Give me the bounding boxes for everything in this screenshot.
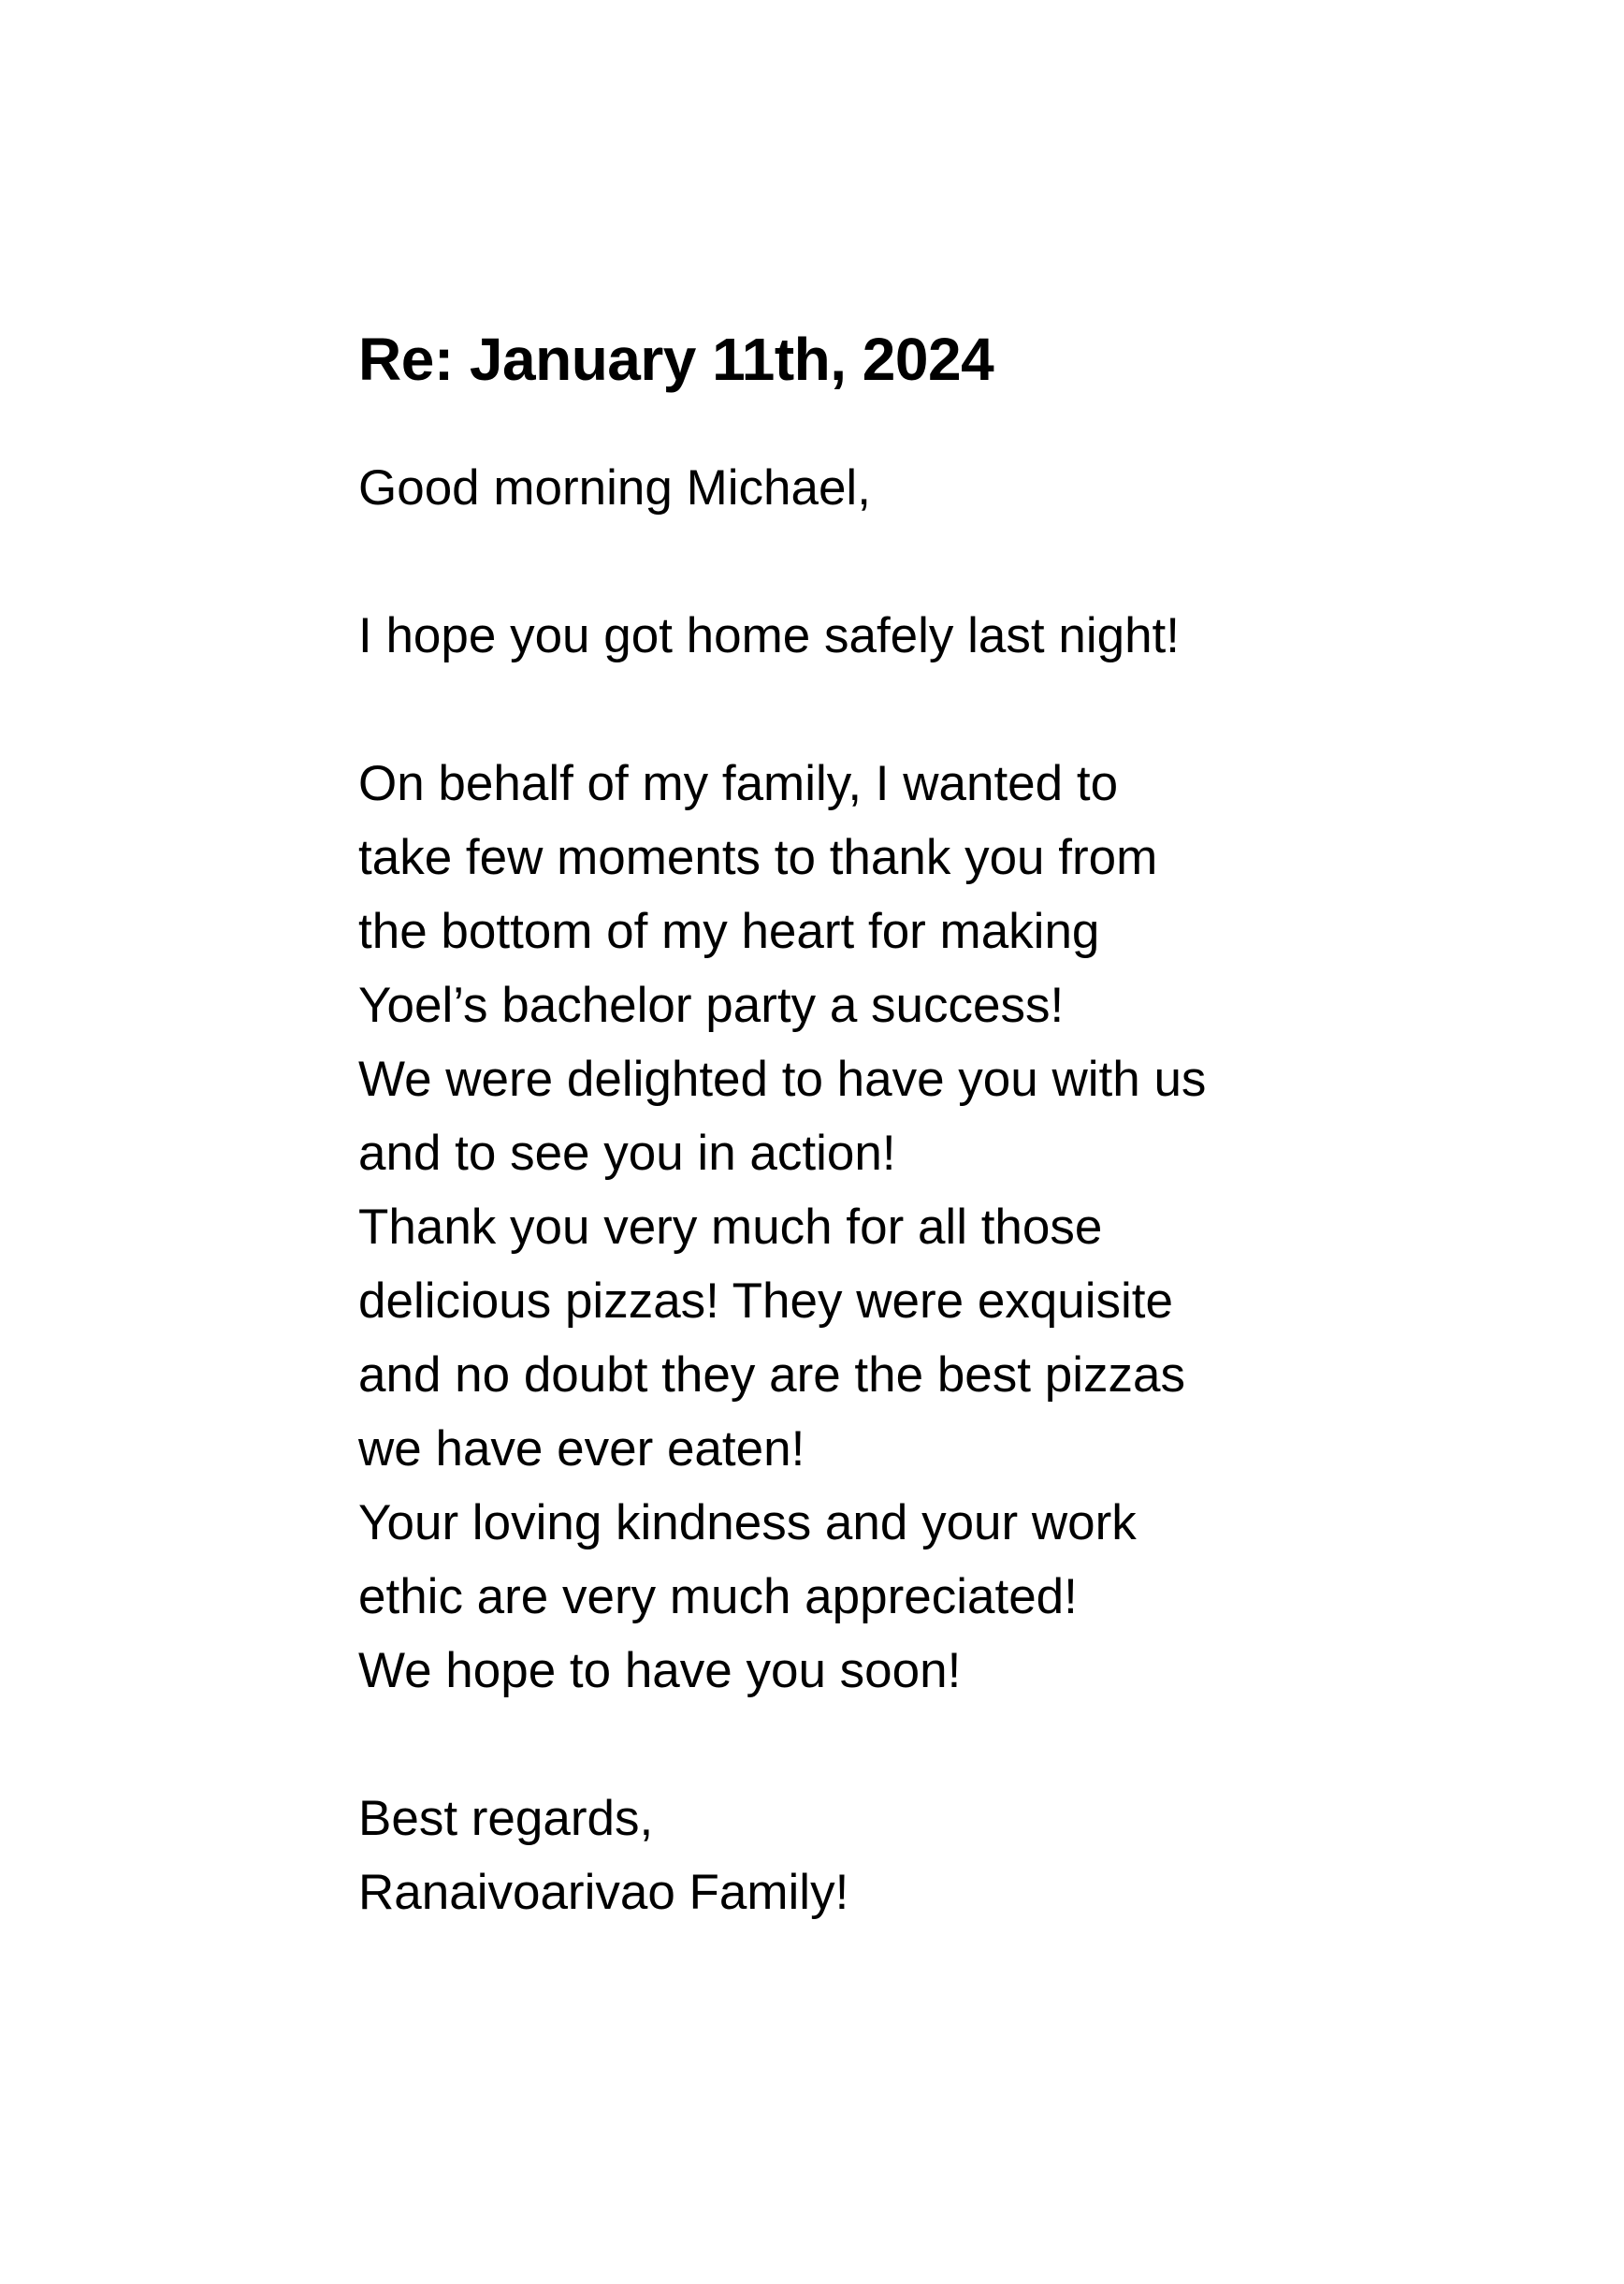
body-line: Yoel’s bachelor party a success! bbox=[358, 978, 1065, 1033]
body-line: On behalf of my family, I wanted to bbox=[358, 756, 1119, 811]
greeting-text: Good morning Michael, bbox=[358, 460, 871, 516]
signature-text: Ranaivoarivao Family! bbox=[358, 1865, 849, 1920]
intro-text: I hope you got home safely last night! bbox=[358, 608, 1180, 663]
letter-title: Re: January 11th, 2024 bbox=[358, 326, 994, 393]
body-line: and no doubt they are the best pizzas bbox=[358, 1347, 1185, 1403]
body-line: we have ever eaten! bbox=[358, 1421, 805, 1477]
body-line: Thank you very much for all those bbox=[358, 1200, 1103, 1255]
closing-text: Best regards, bbox=[358, 1791, 654, 1846]
body-line: the bottom of my heart for making bbox=[358, 904, 1100, 959]
body-line: Your loving kindness and your work bbox=[358, 1495, 1137, 1550]
letter-body bbox=[358, 747, 1425, 1708]
sign-off bbox=[358, 1782, 1425, 1929]
body-line: delicious pizzas! They were exquisite bbox=[358, 1273, 1174, 1329]
body-line: We were delighted to have you with us bbox=[358, 1052, 1207, 1107]
body-line: take few moments to thank you from bbox=[358, 830, 1158, 885]
letter bbox=[358, 316, 1425, 1929]
body-line: and to see you in action! bbox=[358, 1126, 896, 1181]
body-line: We hope to have you soon! bbox=[358, 1643, 962, 1698]
body-line: ethic are very much appreciated! bbox=[358, 1569, 1078, 1624]
